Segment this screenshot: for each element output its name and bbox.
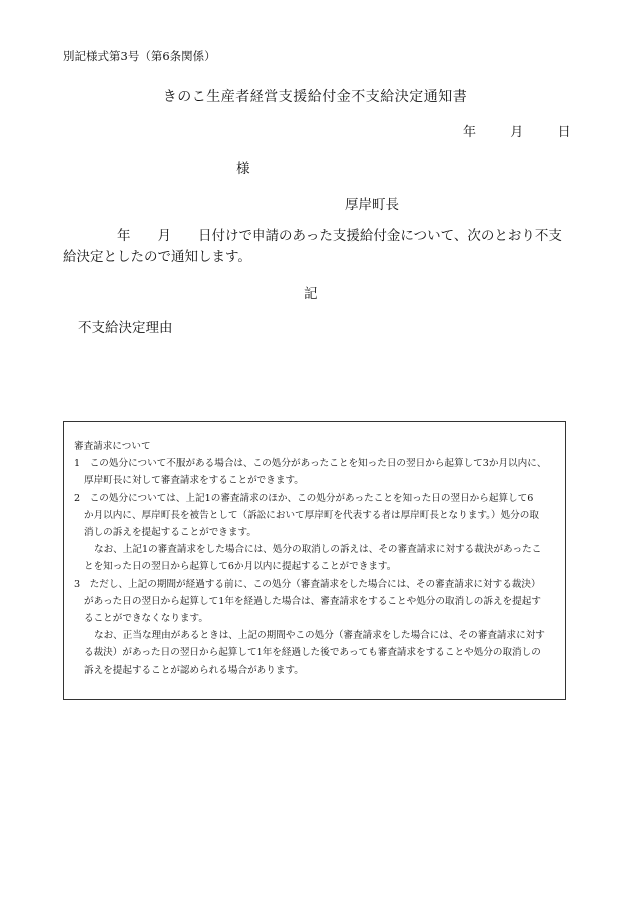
issuer-name: 厚岸町長 (345, 197, 399, 213)
notice-line: とを知った日の翌日から起算して6か月以内に提起することができます。 (84, 561, 397, 573)
body-line: 年 月 日付けで申請のあった支援給付金について、次のとおり不支 (117, 228, 562, 244)
date-month: 月 (510, 125, 524, 140)
notice-line: 2 この処分については、上記1の審査請求のほか、この処分があったことを知った日の翌日から起算して6 (74, 492, 534, 504)
notice-line: か月以内に、厚岸町長を被告として（訴訟において厚岸町を代表する者は厚岸町長となります。）処分の取 (84, 509, 539, 521)
notice-line: る裁決）があった日の翌日から起算して1年を経過した後であっても審査請求をすることや処分の取消しの (84, 647, 541, 659)
notice-line: 3 ただし、上記の期間が経過する前に、この処分（審査請求をした場合には、その審査請求に対する裁決） (74, 578, 541, 590)
form-number: 別記様式第3号（第6条関係） (63, 49, 216, 63)
appeal-notice-title: 審査請求について (74, 441, 151, 452)
notice-line: 1 この処分について不服がある場合は、この処分があったことを知った日の翌日から起算して3か月以内に、 (74, 458, 547, 470)
date-year: 年 (463, 125, 477, 140)
notice-line: 厚岸町長に対して審査請求をすることができます。 (84, 475, 304, 487)
notice-line: 訴えを提起することが認められる場合があります。 (84, 664, 304, 676)
document-title: きのこ生産者経営支援給付金不支給決定通知書 (162, 89, 468, 105)
notice-line: なお、上記1の審査請求をした場合には、処分の取消しの訴えは、その審査請求に対する裁決があったこ (94, 544, 542, 556)
ki-heading: 記 (304, 286, 318, 302)
notice-line: があった日の翌日から起算して1年を経過した場合は、審査請求をすることや処分の取消しの訴えを提起す (84, 595, 541, 607)
date-day: 日 (557, 125, 571, 140)
notice-line: なお、正当な理由があるときは、上記の期間やこの処分（審査請求をした場合には、その審査請求に対す (94, 630, 545, 642)
appeal-notice-box (63, 421, 566, 700)
notice-line: 消しの訴えを提起することができます。 (84, 527, 256, 539)
reason-label: 不支給決定理由 (78, 320, 173, 336)
body-line: 給決定としたので通知します。 (63, 249, 251, 265)
recipient-honorific: 様 (236, 161, 250, 177)
date-line (463, 121, 571, 140)
notice-line: ることができなくなります。 (84, 613, 208, 625)
notification-body (63, 226, 565, 268)
